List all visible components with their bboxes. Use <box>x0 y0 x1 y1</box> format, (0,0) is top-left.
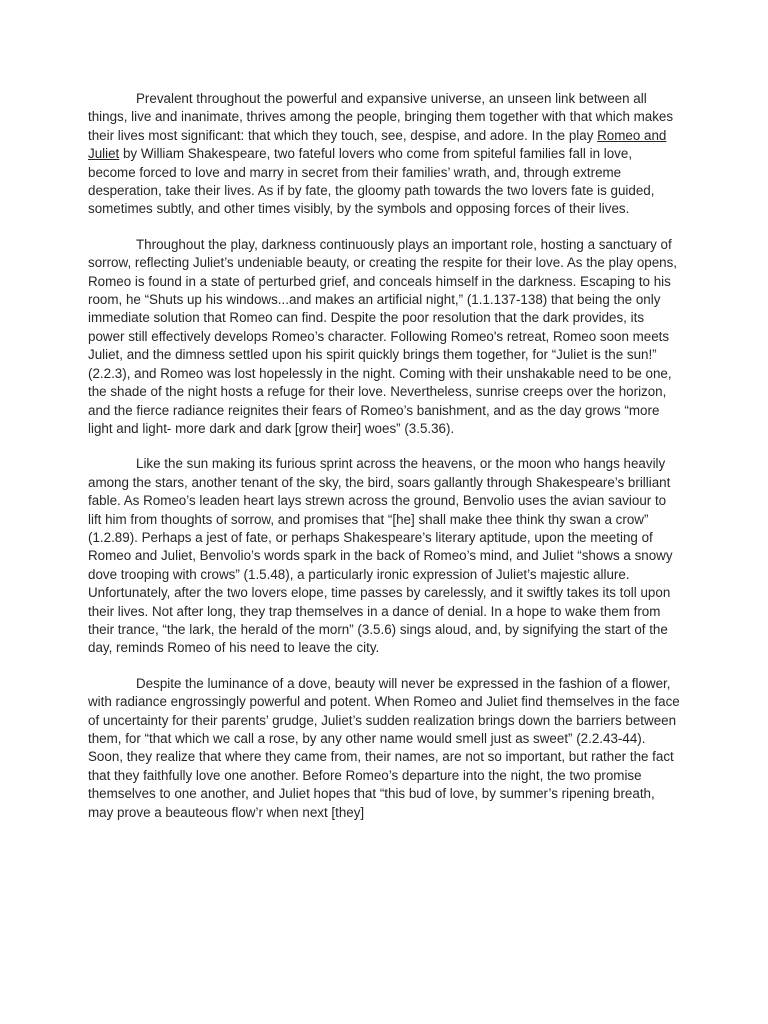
essay-page <box>88 90 680 839</box>
paragraph-flower: Despite the luminance of a dove, beauty will never be expressed in the fashion of a flower, with radiance engrossingly powerful and potent. When Romeo and Juliet find themselves in the face of uncertainty for their parents’ grudge, Juliet’s sudden realization brings down the barriers between them, for “that which we call a rose, by any other name would smell just as sweet” (2.2.43-44). Soon, they realize that where they came from, their names, are not so important, but rather the fact that they faithfully love one another. Before Romeo’s departure into the night, the two promise themselves to one another, and Juliet hopes that “this bud of love, by summer’s ripening breath, may prove a beauteous flow’r when next [they] <box>88 675 680 820</box>
paragraph-intro-rest: by William Shakespeare, two fateful lovers who come from spiteful families fall in love, become forced to love and marry in secret from their families’ wrath, and, through extreme desperation, take their lives. As if by fate, the gloomy path towards the two lovers fate is guided, sometimes subtly, and other times visibly, by the symbols and opposing forces of their lives. <box>88 146 655 217</box>
paragraph-darkness: Throughout the play, darkness continuously plays an important role, hosting a sanctuary of sorrow, reflecting Juliet’s undeniable beauty, or creating the respite for their love. As the play opens, Romeo is found in a state of perturbed grief, and conceals himself in the darkness. Escaping to his room, he “Shuts up his windows...and makes an artificial night,” (1.1.137-138) that being the only immediate solution that Romeo can find. Despite the poor resolution that the dark provides, its power still effectively develops Romeo’s character. Following Romeo's retreat, Romeo soon meets Juliet, and the dimness settled upon his spirit quickly brings them together, for “Juliet is the sun!” (2.2.3), and Romeo was lost hopelessly in the night. Coming with their unshakable need to be one, the shade of the night hosts a refuge for their love. Nevertheless, sunrise creeps over the horizon, and the fierce radiance reignites their fears of Romeo’s banishment, and as the day grows “more light and light- more dark and dark [grow their] woes” (3.5.36). <box>88 236 678 436</box>
play-title: Romeo and Juliet <box>88 127 667 162</box>
paragraph-intro-lead: Prevalent throughout the powerful and expansive universe, an unseen link between all things, live and inanimate, thrives among the people, bringing them together with that which makes their lives most significant: that which they touch, see, despise, and adore. In the play <box>88 91 674 143</box>
paragraph-bird: Like the sun making its furious sprint across the heavens, or the moon who hangs heavily among the stars, another tenant of the sky, the bird, soars gallantly through Shakespeare’s brilliant fable. As Romeo’s leaden heart lays strewn across the ground, Benvolio uses the avian saviour to lift him from thoughts of sorrow, and promises that “[he] shall make thee think thy swan a crow” (1.2.89). Perhaps a jest of fate, or perhaps Shakespeare’s literary aptitude, upon the meeting of Romeo and Juliet, Benvolio’s words spark in the back of Romeo’s mind, and Juliet “shows a snowy dove trooping with crows” (1.5.48), a particularly ironic expression of Juliet’s majestic allure. Unfortunately, after the two lovers elope, time passes by carelessly, and it swiftly takes its toll upon their lives. Not after long, they trap themselves in a dance of denial. In a hope to wake them from their trance, “the lark, the herald of the morn” (3.5.6) sings aloud, and, by signifying the start of the day, reminds Romeo of his need to leave the city. <box>88 456 673 656</box>
paragraph-intro <box>88 90 680 219</box>
